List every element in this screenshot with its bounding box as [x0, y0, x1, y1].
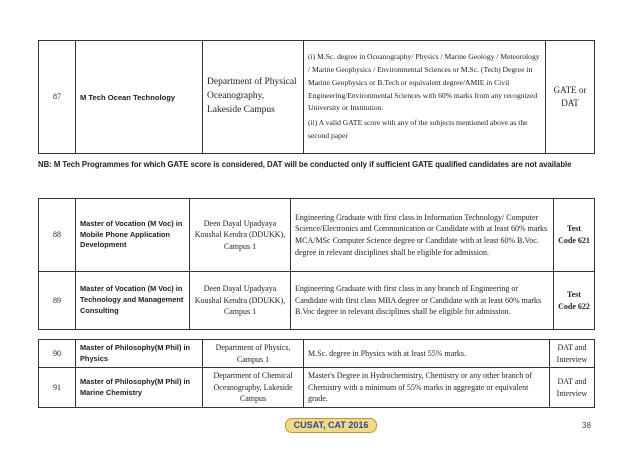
eligibility: Engineering Graduate with first class in any branch of Engineering or Candidate with first class MBA degree or Candidate with at least 60% marks B.Voc degree in relevant disciplines shall be eligible for admission. — [291, 272, 554, 330]
serial-number: 90 — [39, 340, 76, 368]
eligibility: Master's Degree in Hydrochemistry, Chemistry or any other branch of Chemistry with a minimum of 55% marks in aggregate or equivalent grade. — [304, 368, 550, 408]
admission-mode: Test Code 621 — [554, 199, 595, 272]
programme-table-mphil — [38, 339, 595, 408]
eligibility-clause-2: (ii) A valid GATE score with any of the subjects mentioned above as the second paper — [308, 118, 528, 141]
admission-mode: GATE or DAT — [546, 41, 595, 154]
department: Department of Physics, Campus 1 — [203, 340, 304, 368]
table-row — [39, 368, 595, 408]
eligibility — [304, 41, 546, 154]
department: Department of Chemical Oceanography, Lakeside Campus — [203, 368, 304, 408]
footer-badge: CUSAT, CAT 2016 — [285, 418, 377, 433]
department: Deen Dayal Upadyaya Koushal Kendra (DDUKK), Campus 1 — [190, 272, 291, 330]
table-row — [39, 340, 595, 368]
serial-number: 88 — [39, 199, 76, 272]
programme-name: Master of Philosophy(M Phil) in Physics — [76, 340, 203, 368]
table-row — [39, 199, 595, 272]
page-number: 38 — [582, 421, 591, 430]
programme-name: Master of Vocation (M Voc) in Mobile Phone Application Development — [76, 199, 190, 272]
table-row — [39, 41, 595, 154]
table-row — [39, 272, 595, 330]
programme-name: Master of Vocation (M Voc) in Technology and Management Consulting — [76, 272, 190, 330]
eligibility: Engineering Graduate with first class in Information Technology/ Computer Science/Electronics and Communication or Candidate with at least 60% marks MCA/MSc Computer Science degree or Candidate with at least 60% B.Voc. degree in relevant disciplines shall be eligible for admission. — [291, 199, 554, 272]
serial-number: 91 — [39, 368, 76, 408]
eligibility: M.Sc. degree in Physics with at least 55% marks. — [304, 340, 550, 368]
note-text: NB: M Tech Programmes for which GATE score is considered, DAT will be conducted only if sufficient GATE qualified candidates are not available — [38, 160, 572, 169]
department: Deen Dayal Upadyaya Koushal Kendra (DDUKK), Campus 1 — [190, 199, 291, 272]
programme-table-mvoc — [38, 198, 595, 330]
programme-table-mtech — [38, 40, 595, 154]
eligibility-clause-1: (i) M.Sc. degree in Oceanography/ Physics / Marine Geology / Meteorology / Marine Geophysics / Environmental Sciences or M.Sc. (Tech) Degree in Marine Geophysics or B.Tech or equivalent degree/AMIE in Civil Engineering/Environmental Sciences with 60% marks from any recognized University or Institution. — [308, 51, 540, 113]
admission-mode: DAT and Interview — [550, 368, 595, 408]
admission-mode: Test Code 622 — [554, 272, 595, 330]
admission-mode: DAT and Interview — [550, 340, 595, 368]
programme-name: Master of Philosophy(M Phil) in Marine Chemistry — [76, 368, 203, 408]
department: Department of Physical Oceanography, Lakeside Campus — [203, 41, 304, 154]
serial-number: 87 — [39, 41, 76, 154]
programme-name: M Tech Ocean Technology — [76, 41, 203, 154]
serial-number: 89 — [39, 272, 76, 330]
